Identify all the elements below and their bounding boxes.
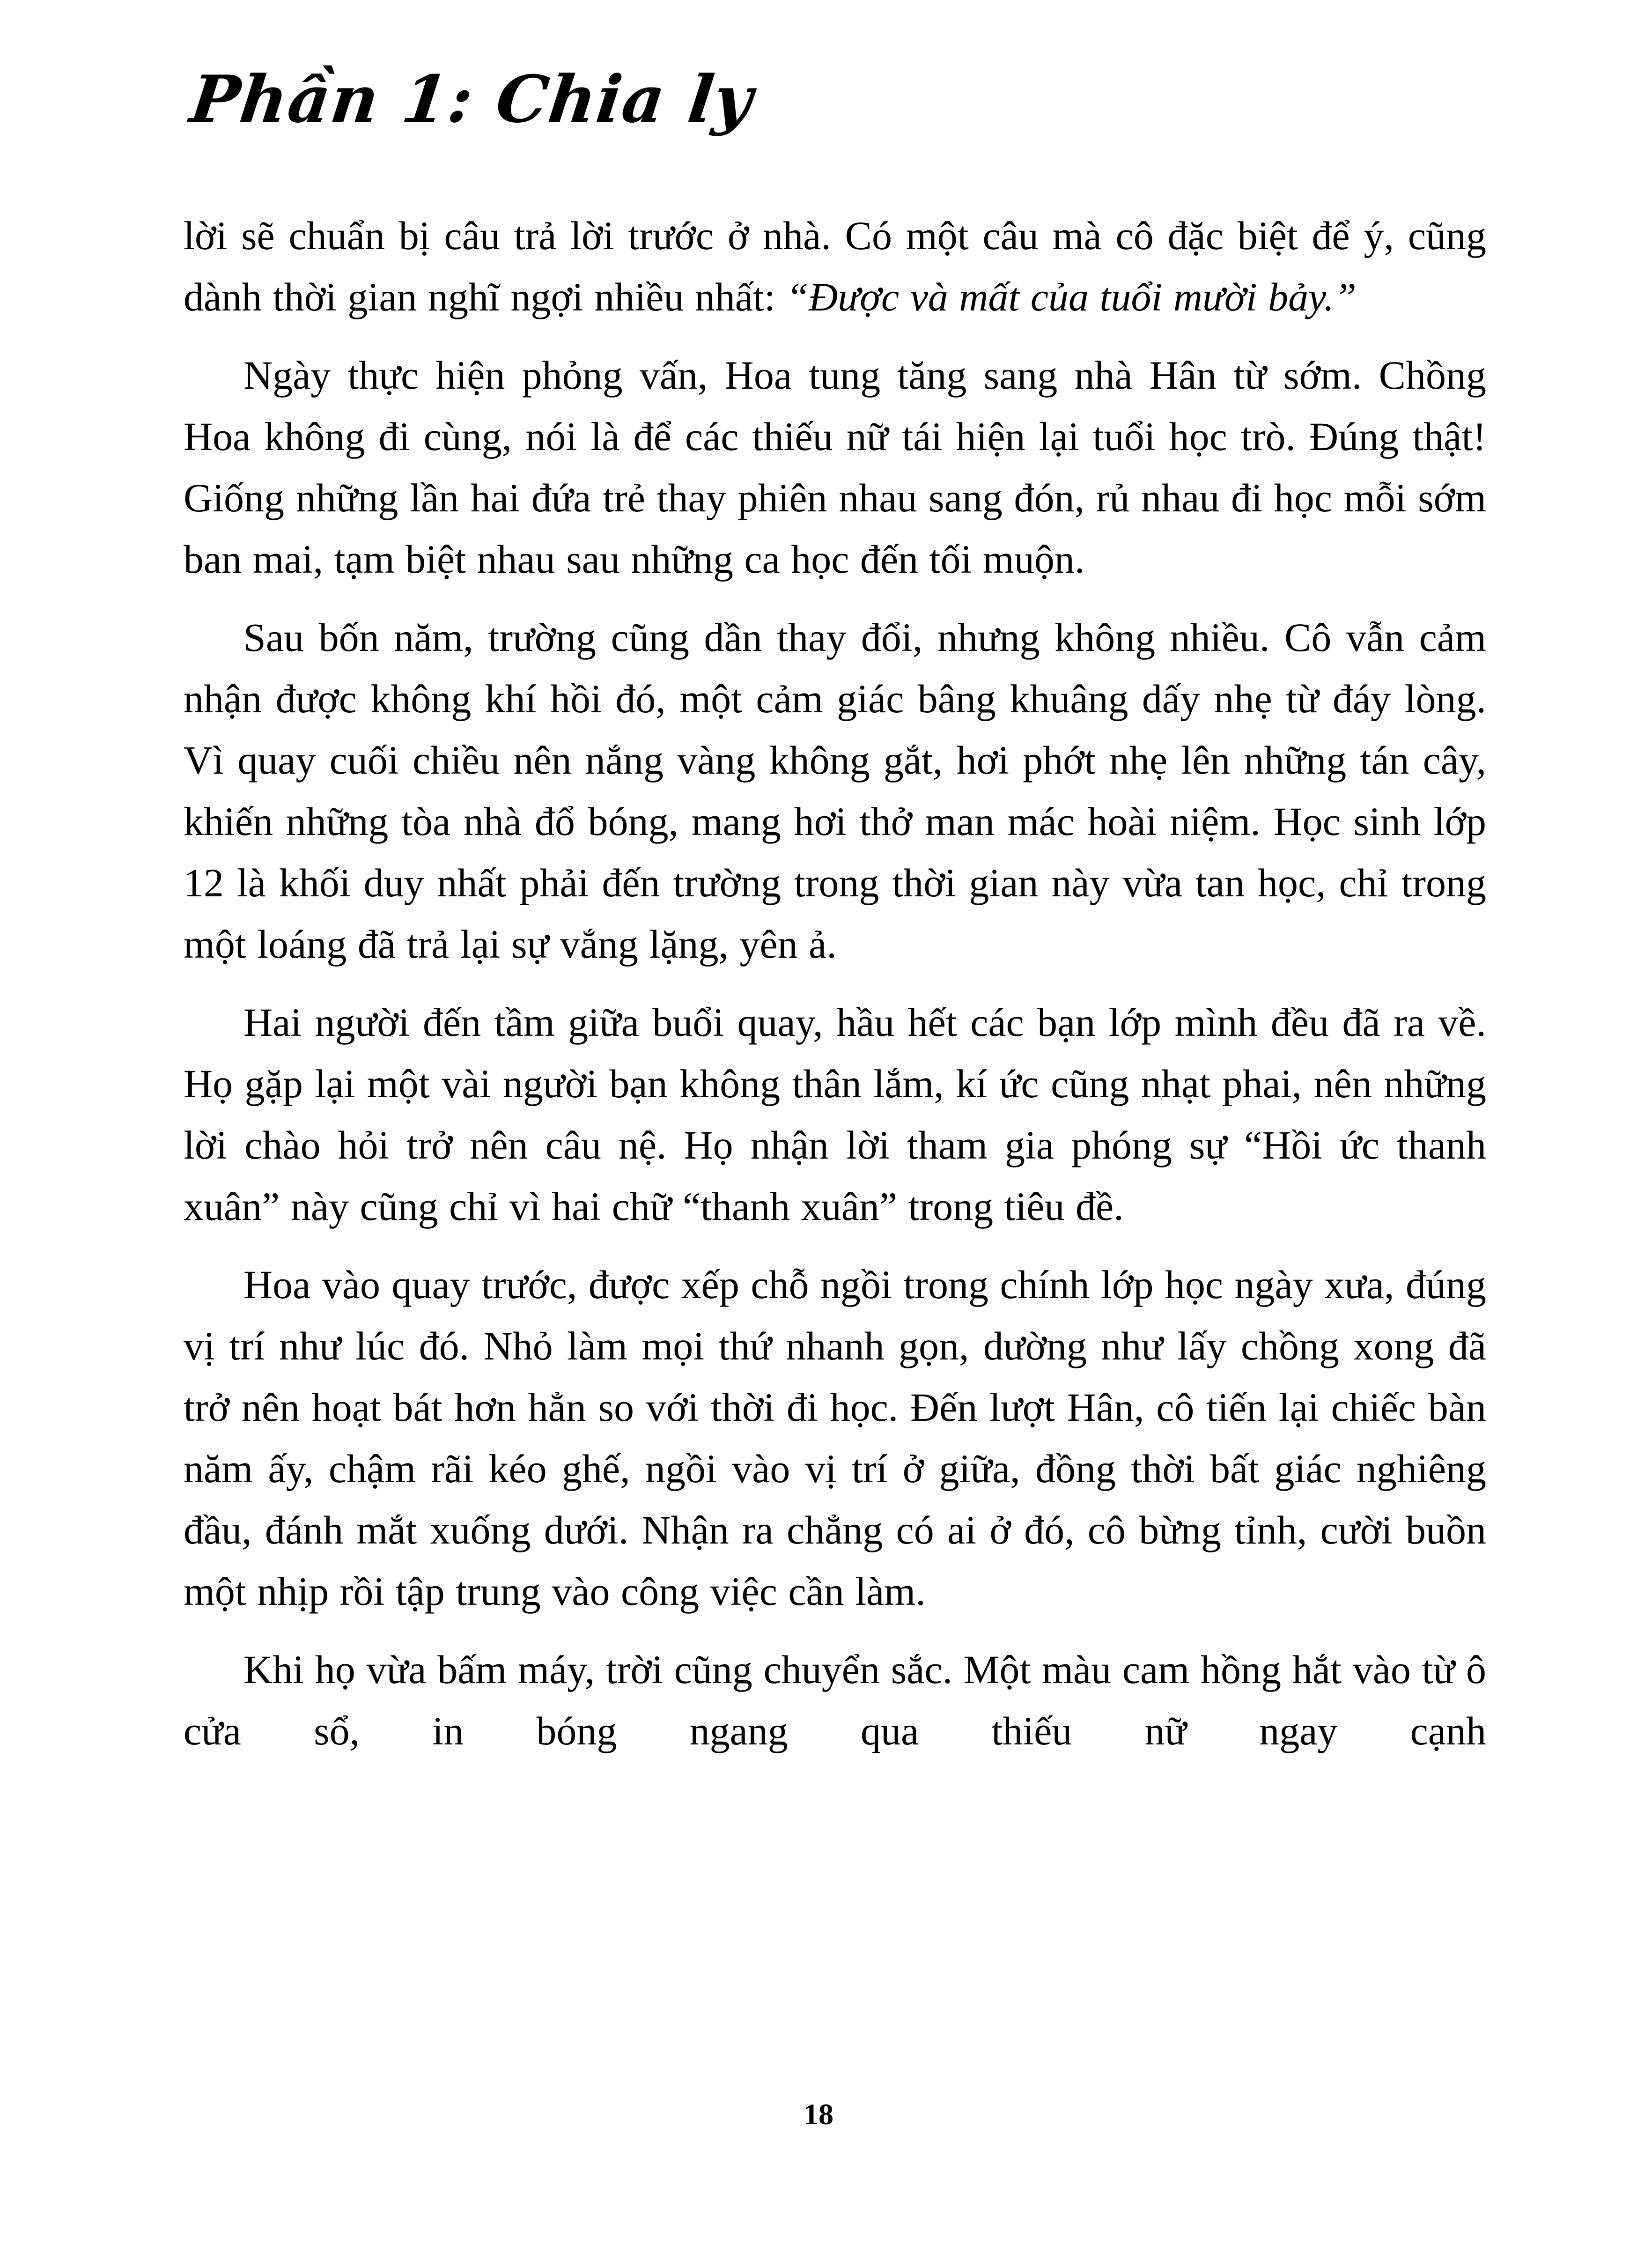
paragraph <box>184 607 1486 975</box>
text-segment: Sau bốn năm, trường cũng dần thay đổi, nhưng không nhiều. Cô vẫn cảm nhận được không khí hồi đó, một cảm giác bâng khuâng dấy nhẹ từ đáy lòng. Vì quay cuối chiều nên nắng vàng không gắt, hơi phớt nhẹ lên những tán cây, khiến những tòa nhà đổ bóng, mang hơi thở man mác hoài niệm. Học sinh lớp 12 là khối duy nhất phải đến trường trong thời gian này vừa tan học, chỉ trong một loáng đã trả lại sự vắng lặng, yên ả. <box>184 615 1486 967</box>
text-segment: Khi họ vừa bấm máy, trời cũng chuyển sắc. Một màu cam hồng hắt vào từ ô cửa sổ, in bóng ngang qua thiếu nữ ngay cạnh <box>184 1647 1486 1753</box>
page-number: 18 <box>804 2098 833 2131</box>
paragraph <box>184 345 1486 590</box>
paragraph <box>184 992 1486 1237</box>
running-header: Phần 1: Chia ly <box>186 61 758 137</box>
paragraph <box>184 1254 1486 1622</box>
text-segment: Hai người đến tầm giữa buổi quay, hầu hết các bạn lớp mình đều đã ra về. Họ gặp lại một vài người bạn không thân lắm, kí ức cũng nhạt phai, nên những lời chào hỏi trở nên câu nệ. Họ nhận lời tham gia phóng sự “Hồi ức thanh xuân” này cũng chỉ vì hai chữ “thanh xuân” trong tiêu đề. <box>184 1000 1486 1229</box>
text-segment: Hoa vào quay trước, được xếp chỗ ngồi trong chính lớp học ngày xưa, đúng vị trí như lúc đó. Nhỏ làm mọi thứ nhanh gọn, dường như lấy chồng xong đã trở nên hoạt bát hơn hẳn so với thời đi học. Đến lượt Hân, cô tiến lại chiếc bàn năm ấy, chậm rãi kéo ghế, ngồi vào vị trí ở giữa, đồng thời bất giác nghiêng đầu, đánh mắt xuống dưới. Nhận ra chẳng có ai ở đó, cô bừng tỉnh, cười buồn một nhịp rồi tập trung vào công việc cần làm. <box>184 1262 1486 1614</box>
paragraph <box>184 205 1486 328</box>
text-segment: lời sẽ chuẩn bị câu trả lời trước ở nhà. Có một câu mà cô đặc biệt để ý, cũng dành thời gian nghĩ ngợi nhiều nhất: <box>184 213 1486 319</box>
body-text <box>184 205 1486 1779</box>
text-segment: Ngày thực hiện phỏng vấn, Hoa tung tăng sang nhà Hân từ sớm. Chồng Hoa không đi cùng, nói là để các thiếu nữ tái hiện lại tuổi học trò. Đúng thật! Giống những lần hai đứa trẻ thay phiên nhau sang đón, rủ nhau đi học mỗi sớm ban mai, tạm biệt nhau sau những ca học đến tối muộn. <box>184 353 1486 582</box>
text-segment: “Được và mất của tuổi mười bảy.” <box>786 274 1357 319</box>
paragraph <box>184 1639 1486 1762</box>
